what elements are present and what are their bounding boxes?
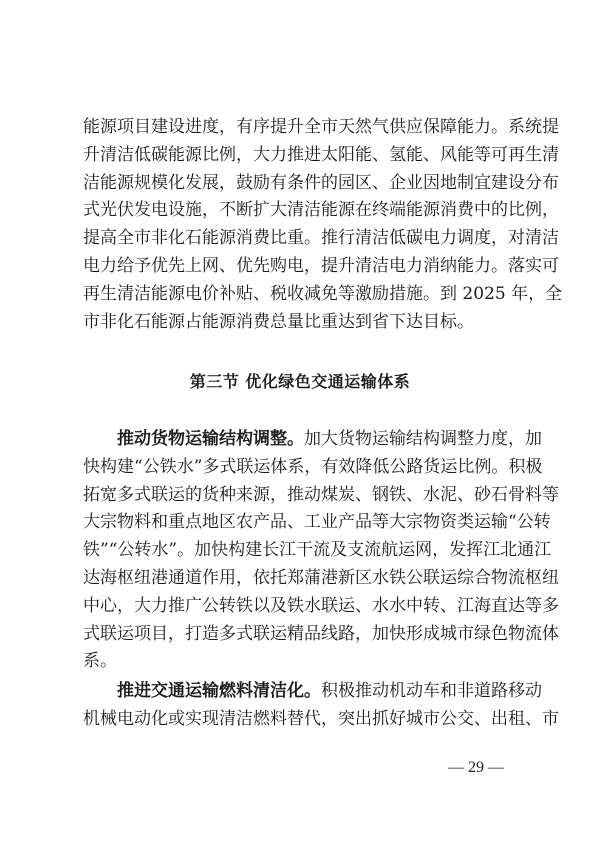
paragraph-fuel	[83, 678, 559, 734]
text-line: 市非化石能源占能源消费总量比重达到省下达目标。	[83, 311, 474, 332]
paragraph-lead: 推动货物运输结构调整。	[117, 429, 304, 449]
text-line: 拓宽多式联运的货种来源，推动煤炭、钢铁、水泥、砂石骨料等	[83, 484, 559, 505]
text-line: 式联运项目，打造多式联运精品线路，加快形成城市绿色物流体	[83, 623, 559, 644]
page-number: — 29 —	[448, 759, 504, 776]
text-line: 中心，大力推广公转铁以及铁水联运、水水中转、江海直达等多	[83, 595, 559, 616]
text-line: 再生清洁能源电价补贴、税收减免等激励措施。到 2025 年，全	[83, 283, 563, 304]
text-line: 洁能源规模化发展，鼓励有条件的园区、企业因地制宜建设分布	[83, 172, 559, 193]
text-line: 能源项目建设进度，有序提升全市天然气供应保障能力。系统提	[83, 117, 559, 137]
text-line: 机械电动化或实现清洁燃料替代，突出抓好城市公交、出租、市	[83, 708, 559, 729]
text-line: 提高全市非化石能源消费比重。推行清洁低碳电力调度，对清洁	[83, 228, 559, 249]
text-line: 升清洁低碳能源比例，大力推进太阳能、氢能、风能等可再生清	[83, 144, 559, 165]
text-segment: 加大货物运输结构调整力度，加	[304, 429, 542, 449]
text-line	[83, 426, 542, 454]
paragraph-lead: 推进交通运输燃料清洁化。	[117, 681, 321, 701]
section-heading: 第三节 优化绿色交通运输体系	[189, 372, 411, 391]
text-line: 式光伏发电设施，不断扩大清洁能源在终端能源消费中的比例，	[83, 200, 559, 221]
text-line: 达海枢纽港通道作用，依托郑蒲港新区水铁公联运综合物流枢纽	[83, 567, 559, 588]
paragraph-energy	[83, 114, 563, 336]
text-line: 铁”“公转水”。加快构建长江干流及支流航运网，发挥江北通江	[83, 540, 552, 561]
paragraph-freight	[83, 426, 559, 676]
text-line: 电力给予优先上网、优先购电，提升清洁电力消纳能力。落实可	[83, 255, 559, 276]
text-line: 快构建“公铁水”多式联运体系，有效降低公路货运比例。积极	[83, 456, 543, 477]
text-line: 大宗物料和重点地区农产品、工业产品等大宗物资类运输“公转	[83, 512, 551, 533]
text-segment: 积极推动机动车和非道路移动	[321, 681, 542, 701]
text-line: 系。	[83, 651, 117, 672]
text-line	[83, 678, 542, 706]
